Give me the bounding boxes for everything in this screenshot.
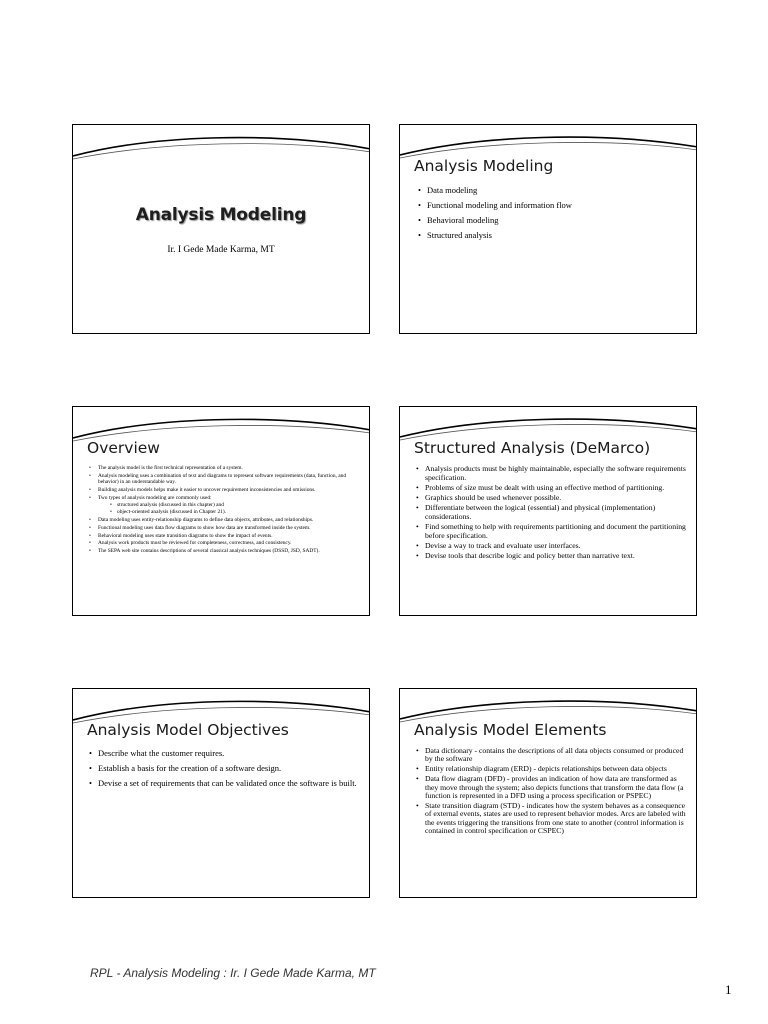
slide-6 — [399, 688, 697, 898]
slide-title: Analysis Modeling — [135, 205, 307, 225]
bullet-item: • Find something to help with requirements partitioning and document the partitioning before specification. — [416, 523, 691, 540]
bullet-item: • State transition diagram (STD) - indicates how the system behaves as a consequence of external events, states are used to represent behavior modes. Arcs are labeled with the events triggering the transitions from one state to another (control information is contained in control specification or CSPEC) — [416, 802, 691, 836]
bullet-item: • Establish a basis for the creation of a software design. — [89, 762, 364, 775]
bullet-item: • Functional modeling and information flow — [418, 198, 688, 213]
bullet-item: • Behavioral modeling — [418, 213, 688, 228]
slide-3 — [72, 406, 370, 616]
bullet-item: • Data flow diagram (DFD) - provides an indication of how data are transformed as they move through the system; also depicts functions that transform the data flow (a function is represented in a DFD using a process specification or PSPEC) — [416, 775, 691, 800]
slide-title: Analysis Modeling — [414, 157, 554, 175]
page-number: 1 — [725, 982, 732, 997]
bullet-item: • Entity relationship diagram (ERD) - depicts relationships between data objects — [416, 765, 691, 773]
bullet-item: • Devise tools that describe logic and policy better than narrative text. — [416, 552, 691, 561]
bullet-item: • Graphics should be used whenever possible. — [416, 494, 691, 503]
bullet-list — [89, 465, 364, 556]
bullet-item: • Analysis work products must be reviewed for completeness, correctness, and consistency. — [89, 540, 364, 547]
slide-4 — [399, 406, 697, 616]
slide-1 — [72, 124, 370, 334]
bullet-item: • Building analysis models helps make it easier to uncover requirement inconsistencies and omissions. — [89, 487, 364, 494]
bullet-item — [89, 495, 364, 516]
bullet-item: • Data dictionary - contains the descriptions of all data objects consumed or produced by the software — [416, 747, 691, 764]
page-footer: RPL - Analysis Modeling : Ir. I Gede Made Karma, MT — [90, 966, 376, 980]
bullet-list — [418, 183, 688, 243]
bullet-text: Two types of analysis modeling are commonly used: — [98, 494, 212, 501]
slide-title: Structured Analysis (DeMarco) — [414, 439, 651, 457]
bullet-item: • The SEPA web site contains descriptions of several classical analysis techniques (DSSD, JSD, SADT). — [89, 548, 364, 555]
slide-swoosh-decoration — [73, 125, 370, 175]
sub-bullet-item: • object-oriented analysis (discussed in Chapter 21). — [110, 509, 370, 516]
bullet-item: • Analysis modeling uses a combination of text and diagrams to represent software requirements (data, function, and behavior) in an understandable way. — [89, 473, 364, 486]
slide-title: Analysis Model Objectives — [87, 721, 289, 739]
slide-2 — [399, 124, 697, 334]
bullet-list — [89, 747, 364, 792]
bullet-item: • Differentiate between the logical (essential) and physical (implementation) considerations. — [416, 504, 691, 521]
bullet-item: • Describe what the customer requires. — [89, 747, 364, 760]
bullet-list — [416, 465, 691, 563]
bullet-item: • Functional modeling uses data flow diagrams to show how data are transformed inside the system. — [89, 525, 364, 532]
bullet-item: • Analysis products must be highly maintainable, especially the software requirements specification. — [416, 465, 691, 482]
bullet-item: • Devise a way to track and evaluate user interfaces. — [416, 542, 691, 551]
bullet-item: • Data modeling — [418, 183, 688, 198]
bullet-item: • Data modeling uses entity-relationship diagrams to define data objects, attributes, and relationships. — [89, 517, 364, 524]
bullet-item: • The analysis model is the first technical representation of a system. — [89, 465, 364, 472]
slide-author: Ir. I Gede Made Karma, MT — [167, 245, 275, 255]
bullet-list — [416, 747, 691, 837]
bullet-item: • Problems of size must be dealt with using an effective method of partitioning. — [416, 484, 691, 493]
bullet-item: • Behavioral modeling uses state transition diagrams to show the impact of events. — [89, 533, 364, 540]
bullet-item: • Structured analysis — [418, 228, 688, 243]
slide-5 — [72, 688, 370, 898]
sub-bullet-list — [98, 502, 370, 516]
sub-bullet-item: • structured analysis (discussed in this chapter) and — [110, 502, 370, 509]
slide-title: Analysis Model Elements — [414, 721, 607, 739]
bullet-item: • Devise a set of requirements that can be validated once the software is built. — [89, 777, 364, 790]
slide-title: Overview — [87, 439, 160, 457]
